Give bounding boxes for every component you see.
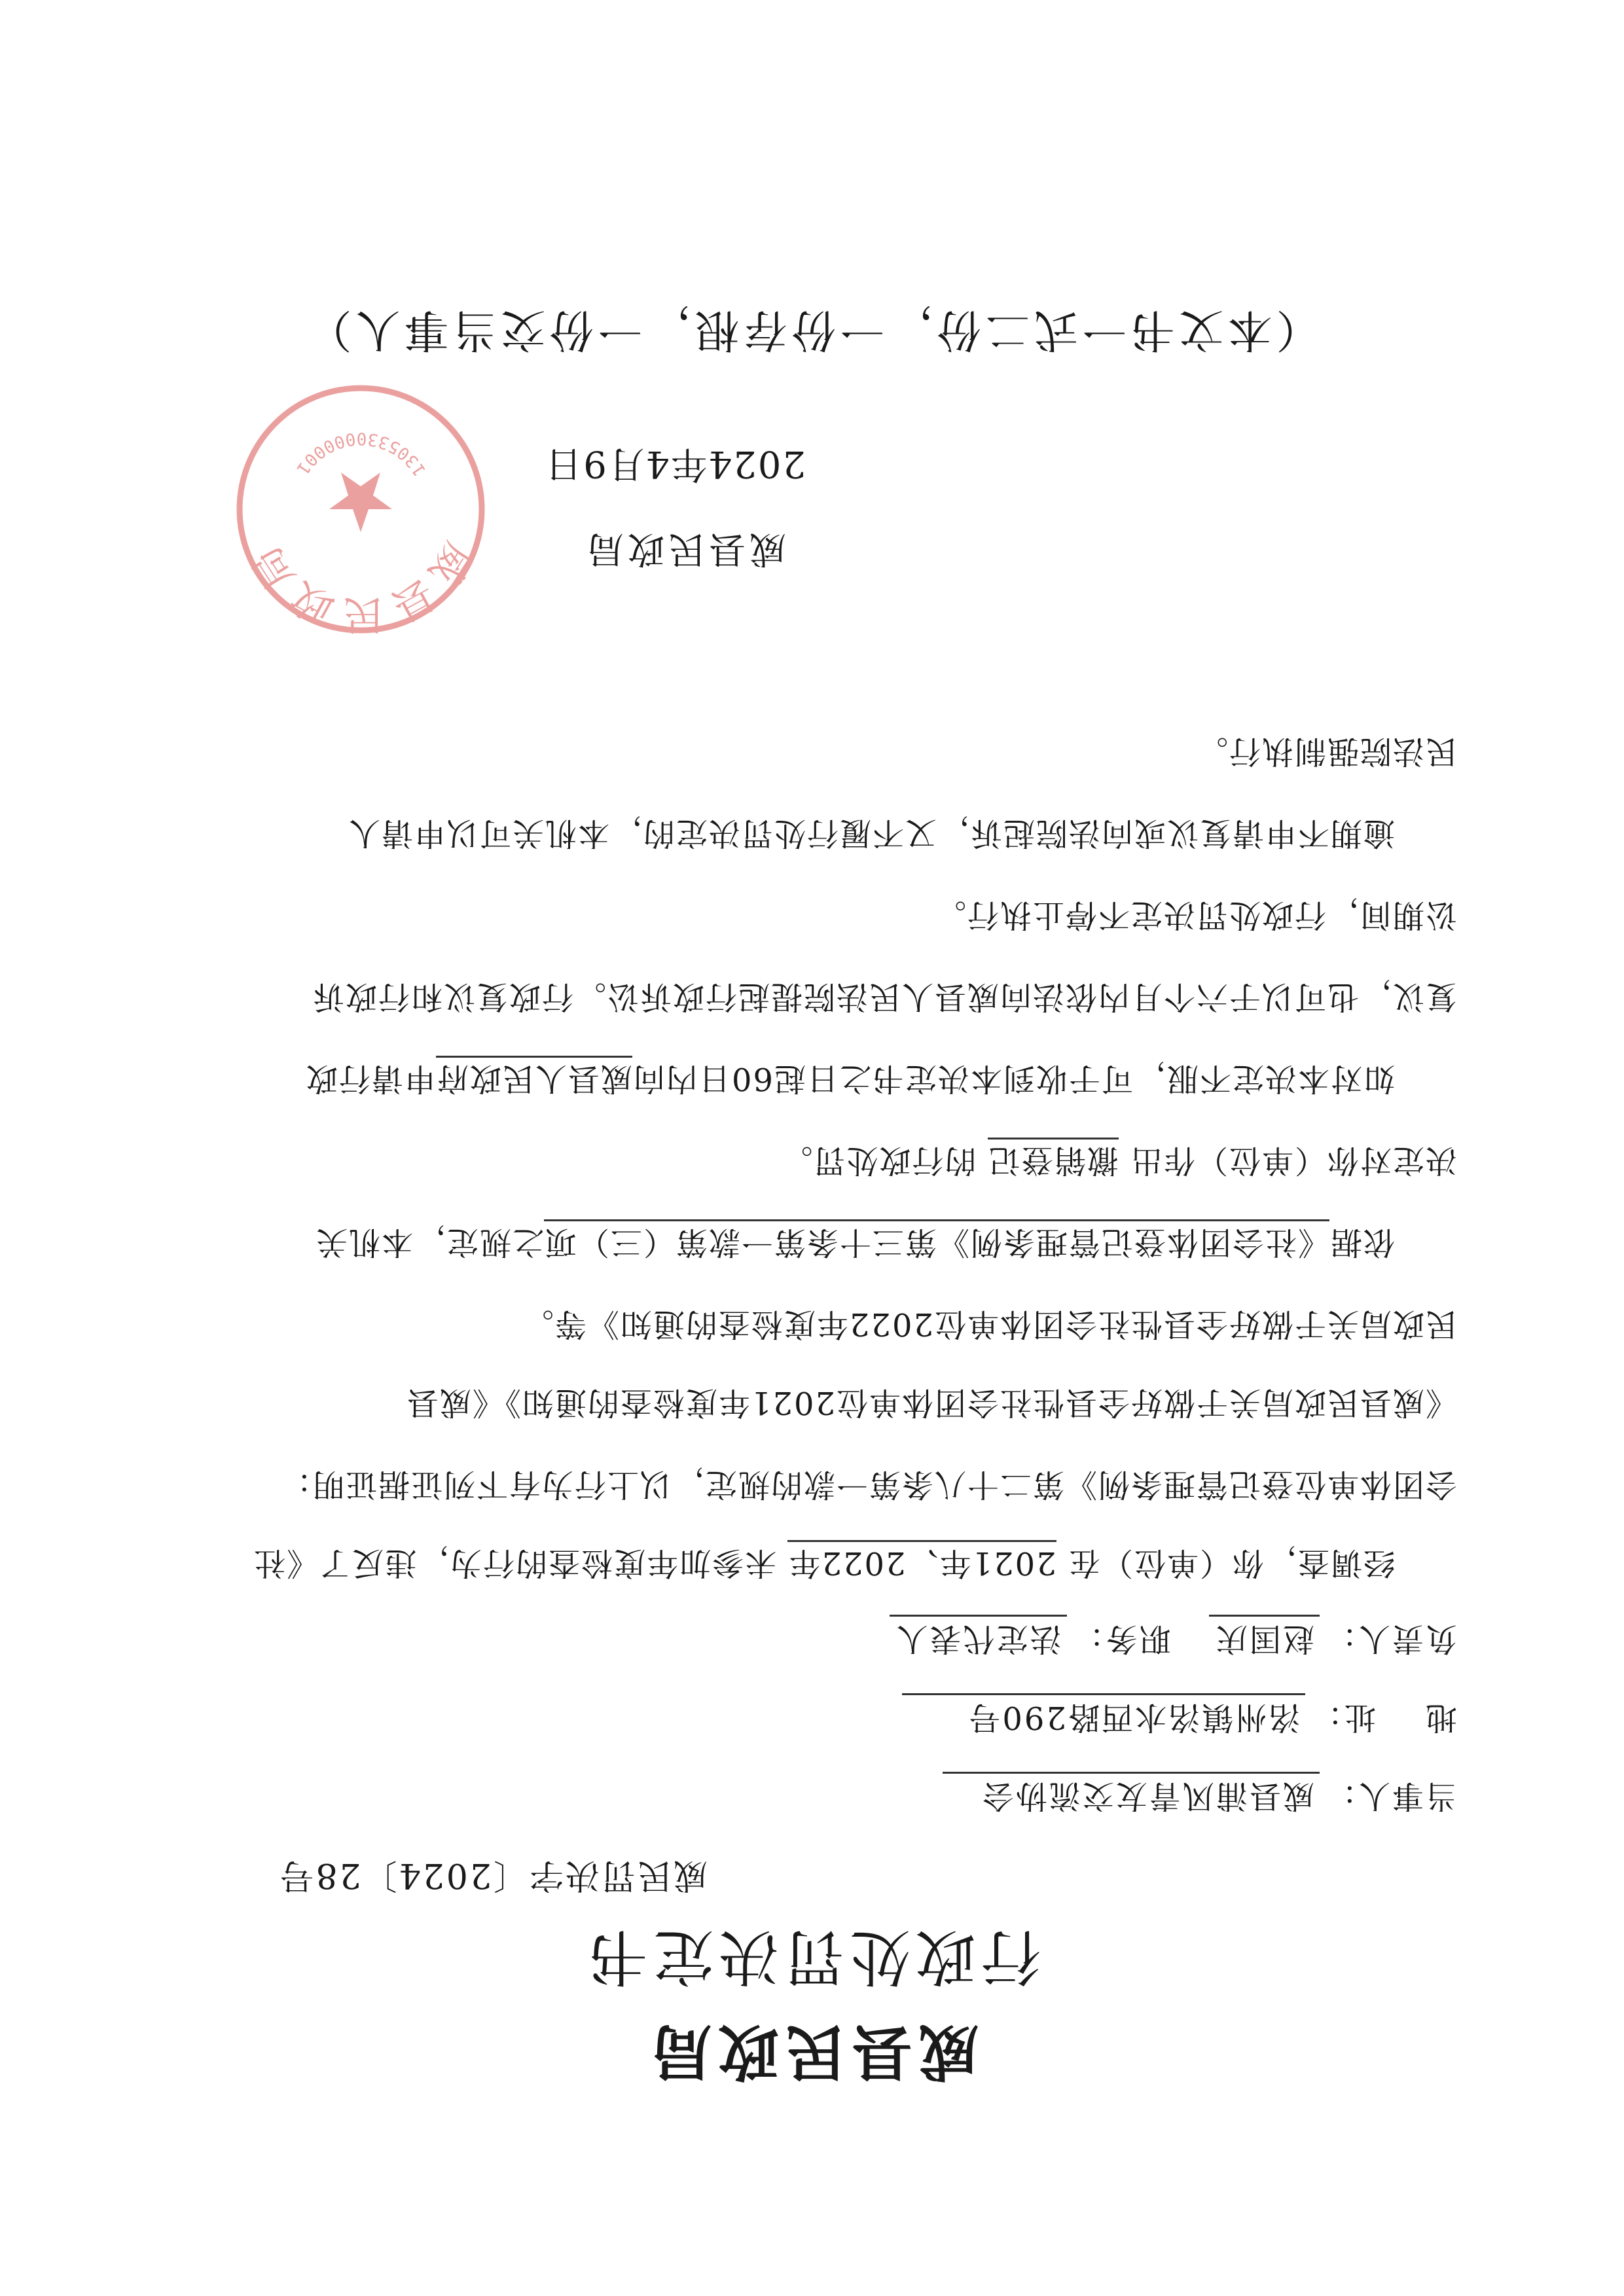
penalty-type: 撤销登记 [988, 1138, 1119, 1179]
body-line-3: 《威县民政局关于做好全县性社会团体单位2021年度检查的通知》《威县 [405, 1384, 1457, 1421]
address-field [902, 1693, 1457, 1743]
person-name: 赵国庆 [1209, 1615, 1320, 1664]
copies-note: （本文书一式二份，一份存根，一份交当事人） [303, 304, 1321, 355]
svg-text:1305330000001 [291, 429, 430, 480]
body-line-7: 如对本决定不服，可于收到本决定书之日起60日内向威县人民政府申请行政 [164, 1059, 1395, 1098]
seal-star-icon [329, 473, 392, 532]
title-label: 职务： [1070, 1621, 1171, 1657]
reconsideration-authority: 威县人民政府 [436, 1056, 632, 1097]
party-label: 当事人： [1323, 1778, 1457, 1814]
address-value: 洺州镇洺水西路290号 [902, 1693, 1305, 1743]
person-label: 负责人： [1323, 1621, 1457, 1657]
person-title: 法定代表人 [890, 1615, 1067, 1664]
signing-date: 2024年4月9日 [544, 442, 806, 485]
responsible-person-field [890, 1615, 1457, 1664]
body-line-4: 民政局关于做好全县性社会团体单位2022年度检查的通知》等。 [520, 1306, 1457, 1342]
organization-title: 威县民政局 [645, 2017, 979, 2087]
body-line-10: 逾期不申请复议或向法院起诉，又不履行处罚决定的，本机关可以申请人 [347, 815, 1395, 852]
legal-basis: 《社会团体登记管理条例》第三十条第一款第（三）项 [544, 1219, 1329, 1261]
party-name: 威县浦风青友交流协会 [943, 1772, 1320, 1821]
official-seal-stamp [230, 378, 492, 640]
body-line-5: 依据《社会团体登记管理条例》第三十条第一款第（三）项之规定，本机关 [164, 1223, 1395, 1262]
signing-authority: 威县民政局 [583, 528, 786, 570]
body-line-8: 复议，也可以于六个月内依法向威县人民法院提起行政诉讼。行政复议和行政诉 [311, 978, 1457, 1015]
seal-text: 威县民政局 [239, 533, 482, 639]
body-line-11: 民法院强制执行。 [1195, 733, 1457, 770]
document-title: 行政处罚决定书 [583, 1922, 1041, 1992]
body-line-9: 讼期间，行政处罚决定不停止执行。 [933, 897, 1457, 933]
body-line-6: 决定对你（单位）作出 撤销登记 的行政处罚。 [164, 1141, 1457, 1180]
svg-text:威县民政局 [239, 534, 482, 639]
seal-code: 1305330000001 [291, 428, 431, 480]
document-number: 威民罚决字〔2024〕28号 [278, 1856, 708, 1895]
years-not-inspected: 2021年、2022年 [787, 1540, 1056, 1581]
party-field [943, 1772, 1457, 1821]
body-line-2: 会团体单位登记管理条例》第二十八条第一款的规定，以上行为有下列证据证明： [278, 1466, 1457, 1503]
address-label: 地 址： [1308, 1699, 1457, 1736]
body-line-1: 经调查，你（单位）在 2021年、2022年 未参加年度检查的行为，违反了《社 [164, 1543, 1395, 1583]
